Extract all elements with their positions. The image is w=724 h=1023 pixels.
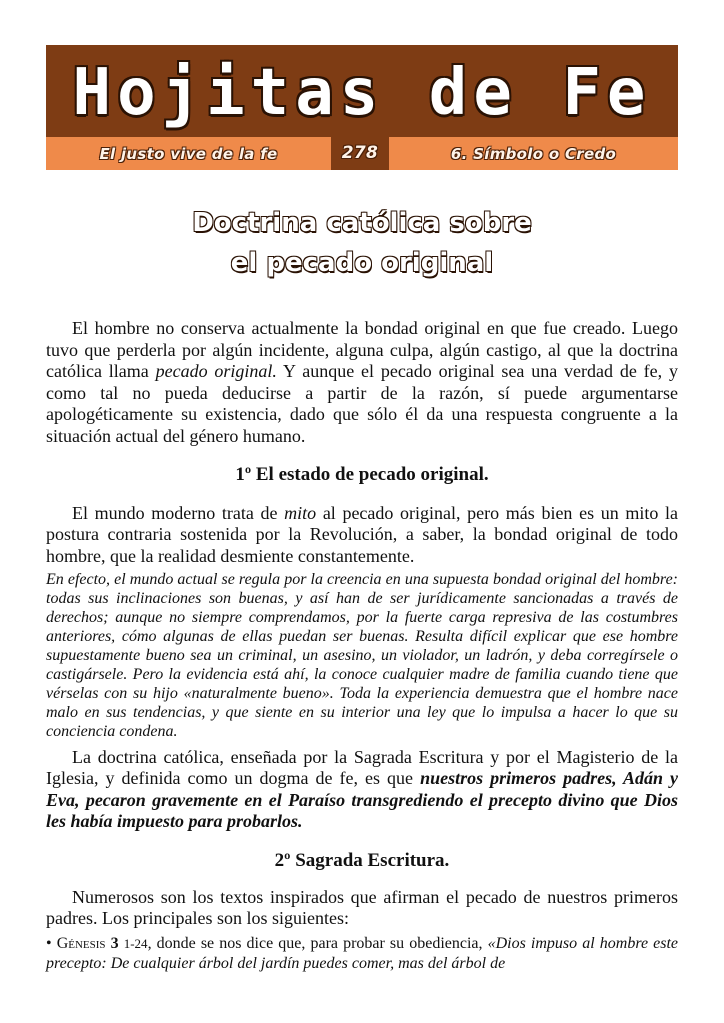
paragraph-intro-emphasis: pecado original. <box>155 361 277 382</box>
band-series: 6. Símbolo o Credo <box>450 144 617 163</box>
article-title-line2: el pecado original <box>230 248 494 278</box>
bible-book: Génesis <box>56 935 106 953</box>
paragraph-doctrine-bold: nuestros primeros padres, Adán y Eva, pecaron gravemente en el Paraíso transgrediendo el precepto divino que Dios les había impuesto para probarlos. <box>46 768 678 832</box>
scripture-bullet <box>46 934 678 974</box>
paragraph-myth <box>46 503 678 568</box>
bible-verses: 1-24 <box>123 936 148 952</box>
masthead-title: Hojitas de Fe <box>72 56 652 130</box>
bullet-text: , donde se nos dice que, para probar su obediencia, <box>147 935 488 953</box>
paragraph-myth-text-a: El mundo moderno trata de <box>72 502 285 523</box>
paragraph-myth-emphasis: mito <box>284 502 317 523</box>
masthead-subtitle-band <box>46 137 678 170</box>
paragraph-scripture: Numerosos son los textos inspirados que afirman el pecado de nuestros primeros padres. Los principales son los siguientes: <box>46 886 678 929</box>
section-heading-2: 2º Sagrada Escritura. <box>274 849 450 871</box>
band-motto: El justo vive de la fe <box>99 144 278 163</box>
paragraph-doctrine-text: La doctrina católica, enseñada por la Sagrada Escritura y por el Magisterio de la Iglesia, y definida como un dogma de fe, es que <box>46 746 678 789</box>
masthead-banner <box>46 45 678 170</box>
paragraph-myth-text-b: al pecado original, pero más bien es un mito la postura contraria sostenida por la Revolución, a saber, la bondad original de todo hombre, que la realidad desmiente constantemente. <box>46 502 678 566</box>
article-body <box>46 318 678 974</box>
bullet-marker: • <box>46 935 57 953</box>
issue-number: 278 <box>331 137 389 170</box>
block-quote: En efecto, el mundo actual se regula por la creencia en una supuesta bondad original del hombre: todas sus inclinaciones son buenas, y así han de ser jurídicamente sancionadas a través de derechos; aunque no siempre comprendamos, por la fuerte carga represiva de las costumbres anteriores, cómo algunas de ellas puedan ser buenas. Resulta difícil explicar que ese hombre supuestamente bueno sea un criminal, un asesino, un violador, un ladrón, y deba corregírsele o castigársele. Pero la evidencia está ahí, la conoce cualquier madre de familia cuando tiene que vérselas con su hijo «naturalmente bueno». Toda la experiencia demuestra que el hombre nace malo en sus tendencias, y que siente en su interior una ley que lo impulsa a hacer lo que su conciencia condena. <box>46 571 678 740</box>
section-heading-1: 1º El estado de pecado original. <box>235 463 489 485</box>
paragraph-intro <box>46 318 678 448</box>
paragraph-intro-text-a: El hombre no conserva actualmente la bondad original en que fue creado. Luego tuvo que perderla por algún incidente, alguna culpa, algún castigo, al que la doctrina católica llama <box>46 318 678 382</box>
paragraph-intro-text-b: Y aunque el pecado original sea una verdad de fe, y como tal no pueda deducirse a partir de la razón, sí puede argumentarse apologéticamente su existencia, dado que sólo él da una respuesta congruente a la situación actual del género humano. <box>46 361 678 446</box>
paragraph-doctrine <box>46 747 678 833</box>
bullet-quote: «Dios impuso al hombre este precepto: De cualquier árbol del jardín puedes comer, mas del árbol de <box>46 935 679 973</box>
article-title <box>46 203 678 283</box>
article-title-line1: Doctrina católica sobre <box>192 208 532 238</box>
bible-chapter: 3 <box>110 935 119 953</box>
